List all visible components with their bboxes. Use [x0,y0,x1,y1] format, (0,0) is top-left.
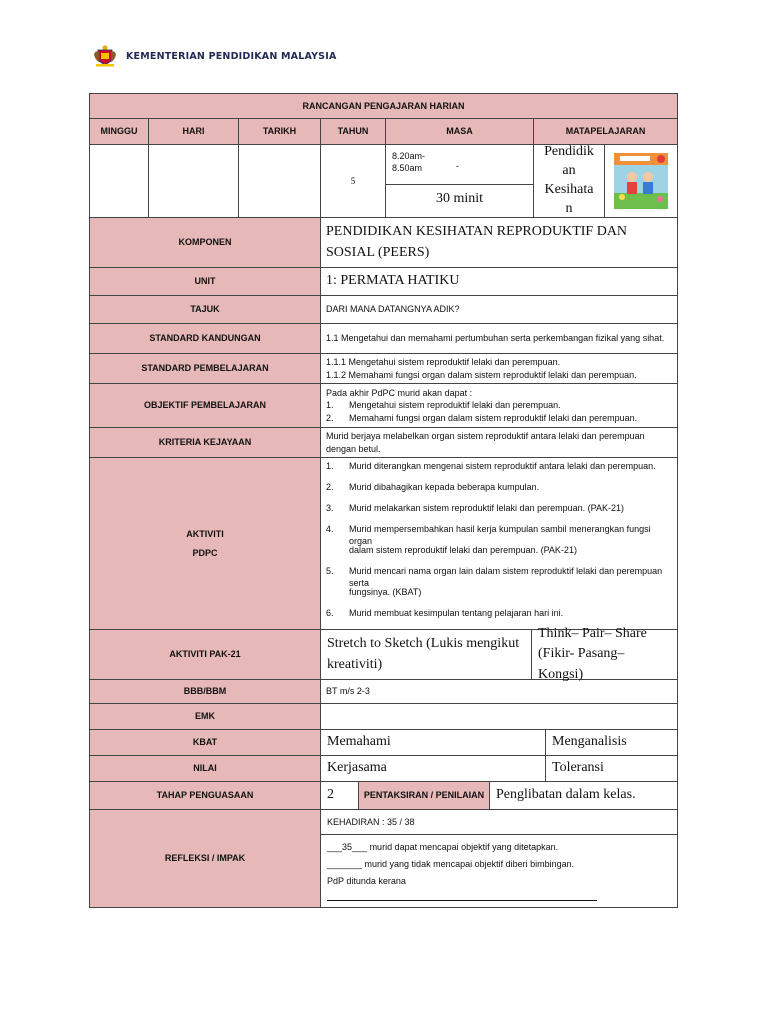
value-tahap-penguasaan [321,782,678,810]
value-kbat [321,730,678,756]
ministry-name: KEMENTERIAN PENDIDIKAN MALAYSIA [126,50,337,62]
masa-dash: - [456,160,459,171]
nilai-kerjasama: Kerjasama [321,756,546,781]
col-tahun: TAHUN [321,119,386,145]
label-komponen: KOMPONEN [90,218,321,268]
kbat-menganalisis: Menganalisis [552,734,627,750]
cell-minggu [90,145,149,218]
value-unit: 1: PERMATA HATIKU [321,268,678,296]
refleksi-line-3: PdP ditunda kerana [327,873,671,907]
label-refleksi: REFLEKSI / IMPAK [90,810,321,908]
malaysia-coat-of-arms-icon [92,44,118,68]
lesson-plan-table [89,93,678,908]
cell-tarikh [239,145,321,218]
label-bbb-bbm: BBB/BBM [90,680,321,704]
value-aktiviti [321,458,678,630]
pak21-think-pair-share: Think– Pair– Share (Fikir- Pasang– Kongsi) [538,626,647,682]
col-hari: HARI [149,119,239,145]
value-pentaksiran: Penglibatan dalam kelas. [496,787,636,803]
value-refleksi [321,810,678,908]
refleksi-line-1: ___35___ murid dapat mencapai objektif yang ditetapkan. [327,842,559,852]
label-standard-pembelajaran: STANDARD PEMBELAJARAN [90,354,321,384]
value-nilai [321,756,678,782]
kehadiran: KEHADIRAN : 35 / 38 [321,810,677,835]
plan-title: RANCANGAN PENGAJARAN HARIAN [90,94,678,119]
label-nilai: NILAI [90,756,321,782]
pak21-stretch-to-sketch: Stretch to Sketch (Lukis mengikut kreativiti) [321,630,532,679]
col-tarikh: TARIKH [239,119,321,145]
label-kriteria-kejayaan: KRITERIA KEJAYAAN [90,428,321,458]
value-standard-kandungan: 1.1 Mengetahui dan memahami pertumbuhan serta perkembangan fizikal yang sihat. [321,324,678,354]
value-standard-pembelajaran: 1.1.1 Mengetahui sistem reproduktif lelaki dan perempuan. 1.1.2 Memahami fungsi organ dalam sistem reproduktif lelaki dan perempuan. [321,354,678,384]
list-item: 5. Murid mencari nama organ lain dalam sistem reproduktif lelaki dan perempuan serta [326,566,663,589]
label-standard-kandungan: STANDARD KANDUNGAN [90,324,321,354]
label-tajuk: TAJUK [90,296,321,324]
list-item: 1. Murid diterangkan mengenai sistem reproduktif antara lelaki dan perempuan. [326,461,656,471]
cell-masa [386,145,534,218]
masa-end: 8.50am [392,162,423,173]
cell-hari [149,145,239,218]
tahap-value: 2 [321,782,359,809]
page-header [92,44,337,68]
label-tahap-penguasaan: TAHAP PENGUASAAN [90,782,321,810]
nilai-toleransi: Toleransi [552,760,604,776]
kbat-memahami: Memahami [321,730,546,755]
list-item: 2. Memahami fungsi organ dalam sistem reproduktif lelaki dan perempuan. [326,412,638,423]
value-komponen: PENDIDIKAN KESIHATAN REPRODUKTIF DAN SOSIAL (PEERS) [321,218,678,268]
list-item: 2. Murid dibahagikan kepada beberapa kumpulan. [326,482,540,492]
value-kriteria-kejayaan: Murid berjaya melabelkan organ sistem reproduktif antara lelaki dan perempuan dengan betul. [321,428,678,458]
refleksi-line-2: _______ murid yang tidak mencapai objektif diberi bimbingan. [327,859,575,869]
cell-tahun: 5 [321,145,386,218]
value-emk [321,704,678,730]
masa-duration: 30 minit [386,184,533,215]
subject-name: Pendidik an Kesihata n [534,145,605,217]
list-item: 3. Murid melakarkan sistem reproduktif lelaki dan perempuan. (PAK-21) [326,503,624,513]
list-item: fungsinya. (KBAT) [349,587,422,597]
label-aktiviti: AKTIVITI PDPC [90,458,321,630]
textbook-cover-icon [614,153,668,209]
value-bbb-bbm: BT m/s 2-3 [321,680,678,704]
label-objektif: OBJEKTIF PEMBELAJARAN [90,384,321,428]
col-matapelajaran: MATAPELAJARAN [534,119,678,145]
value-tajuk: DARI MANA DATANGNYA ADIK? [321,296,678,324]
col-minggu: MINGGU [90,119,149,145]
cell-matapelajaran [534,145,678,218]
label-emk: EMK [90,704,321,730]
list-item: dalam sistem reproduktif lelaki dan perempuan. (PAK-21) [349,545,577,555]
list-item: 1. Mengetahui sistem reproduktif lelaki dan perempuan. [326,400,561,411]
masa-start: 8.20am- [392,150,426,161]
label-pentaksiran: PENTAKSIRAN / PENILAIAN [359,782,490,809]
col-masa: MASA [386,119,534,145]
list-item: 4. Murid mempersembahkan hasil kerja kumpulan sambil menerangkan fungsi organ [326,524,651,547]
label-kbat: KBAT [90,730,321,756]
value-objektif: Pada akhir PdPC murid akan dapat : 1. Mengetahui sistem reproduktif lelaki dan perempuan. 2. Memahami fungsi organ dalam sistem reproduktif lelaki dan perempuan. [321,384,678,428]
list-item: 6. Murid membuat kesimpulan tentang pelajaran hari ini. [326,608,564,618]
label-unit: UNIT [90,268,321,296]
value-aktiviti-pak21 [321,626,678,682]
label-aktiviti-pak21: AKTIVITI PAK-21 [90,630,321,680]
